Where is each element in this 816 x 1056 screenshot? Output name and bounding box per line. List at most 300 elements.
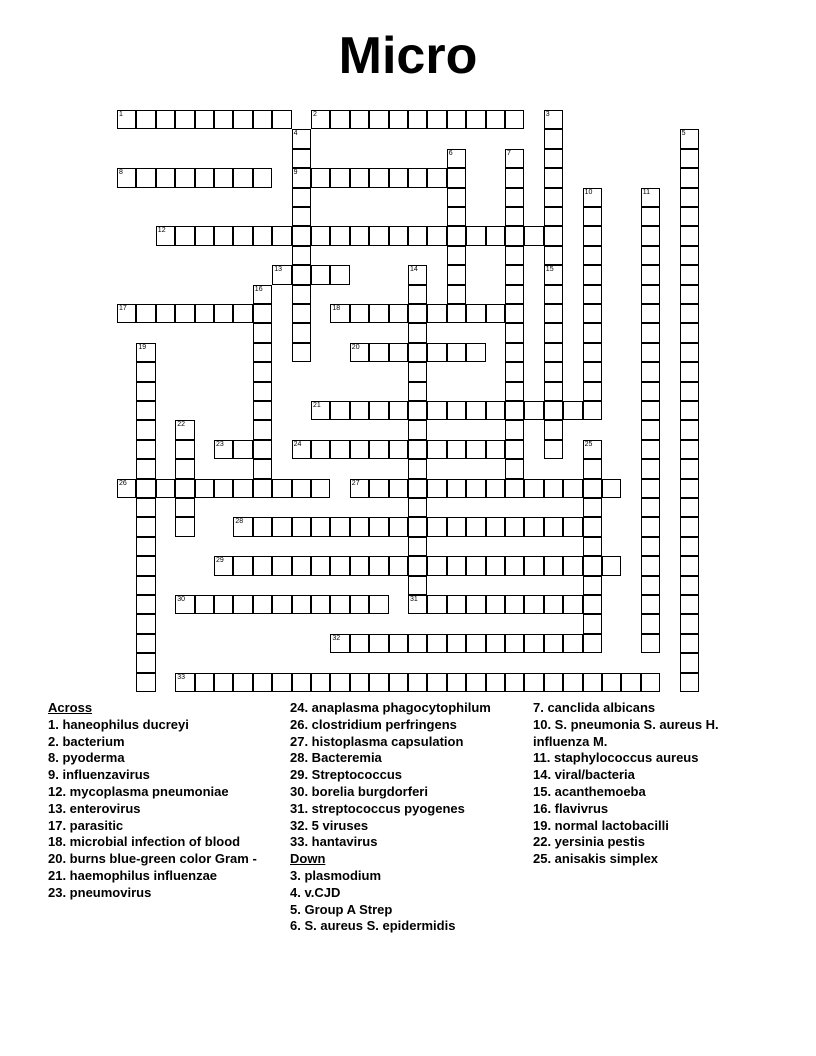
grid-cell[interactable]: [136, 401, 155, 420]
grid-cell[interactable]: [389, 517, 408, 536]
grid-cell[interactable]: [544, 168, 563, 187]
grid-cell[interactable]: [641, 537, 660, 556]
grid-cell[interactable]: [214, 304, 233, 323]
grid-cell[interactable]: [117, 168, 136, 187]
grid-cell[interactable]: [427, 595, 446, 614]
grid-cell[interactable]: [680, 304, 699, 323]
grid-cell[interactable]: [369, 479, 388, 498]
grid-cell[interactable]: [583, 343, 602, 362]
grid-cell[interactable]: [505, 673, 524, 692]
grid-cell[interactable]: [641, 382, 660, 401]
grid-cell[interactable]: [621, 673, 640, 692]
grid-cell[interactable]: [524, 556, 543, 575]
grid-cell[interactable]: [641, 188, 660, 207]
grid-cell[interactable]: [214, 168, 233, 187]
grid-cell[interactable]: [408, 498, 427, 517]
grid-cell[interactable]: [292, 265, 311, 284]
grid-cell[interactable]: [272, 110, 291, 129]
grid-cell[interactable]: [136, 420, 155, 439]
grid-cell[interactable]: [311, 595, 330, 614]
grid-cell[interactable]: [427, 226, 446, 245]
grid-cell[interactable]: [583, 226, 602, 245]
grid-cell[interactable]: [175, 673, 194, 692]
grid-cell[interactable]: [175, 420, 194, 439]
grid-cell[interactable]: [641, 285, 660, 304]
grid-cell[interactable]: [505, 556, 524, 575]
grid-cell[interactable]: [563, 673, 582, 692]
grid-cell[interactable]: [408, 420, 427, 439]
grid-cell[interactable]: [292, 323, 311, 342]
grid-cell[interactable]: [350, 634, 369, 653]
grid-cell[interactable]: [505, 110, 524, 129]
grid-cell[interactable]: [680, 614, 699, 633]
grid-cell[interactable]: [389, 401, 408, 420]
grid-cell[interactable]: [408, 517, 427, 536]
grid-cell[interactable]: [524, 401, 543, 420]
grid-cell[interactable]: [292, 517, 311, 536]
grid-cell[interactable]: [233, 168, 252, 187]
grid-cell[interactable]: [311, 556, 330, 575]
grid-cell[interactable]: [117, 110, 136, 129]
grid-cell[interactable]: [544, 517, 563, 536]
grid-cell[interactable]: [292, 673, 311, 692]
grid-cell[interactable]: [680, 537, 699, 556]
grid-cell[interactable]: [447, 188, 466, 207]
grid-cell[interactable]: [641, 323, 660, 342]
grid-cell[interactable]: [680, 343, 699, 362]
grid-cell[interactable]: [233, 595, 252, 614]
grid-cell[interactable]: [311, 479, 330, 498]
grid-cell[interactable]: [175, 168, 194, 187]
grid-cell[interactable]: [311, 110, 330, 129]
grid-cell[interactable]: [466, 343, 485, 362]
grid-cell[interactable]: [389, 673, 408, 692]
grid-cell[interactable]: [253, 110, 272, 129]
grid-cell[interactable]: [680, 226, 699, 245]
grid-cell[interactable]: [175, 517, 194, 536]
grid-cell[interactable]: [583, 479, 602, 498]
grid-cell[interactable]: [195, 479, 214, 498]
grid-cell[interactable]: [641, 401, 660, 420]
grid-cell[interactable]: [680, 188, 699, 207]
grid-cell[interactable]: [486, 479, 505, 498]
grid-cell[interactable]: [136, 614, 155, 633]
grid-cell[interactable]: [680, 420, 699, 439]
grid-cell[interactable]: [369, 168, 388, 187]
grid-cell[interactable]: [408, 285, 427, 304]
grid-cell[interactable]: [524, 595, 543, 614]
grid-cell[interactable]: [330, 556, 349, 575]
grid-cell[interactable]: [272, 517, 291, 536]
grid-cell[interactable]: [486, 517, 505, 536]
grid-cell[interactable]: [583, 440, 602, 459]
grid-cell[interactable]: [233, 110, 252, 129]
grid-cell[interactable]: [292, 304, 311, 323]
grid-cell[interactable]: [253, 304, 272, 323]
grid-cell[interactable]: [117, 304, 136, 323]
grid-cell[interactable]: [253, 479, 272, 498]
grid-cell[interactable]: [175, 304, 194, 323]
grid-cell[interactable]: [641, 595, 660, 614]
grid-cell[interactable]: [641, 634, 660, 653]
grid-cell[interactable]: [136, 498, 155, 517]
grid-cell[interactable]: [350, 556, 369, 575]
grid-cell[interactable]: [408, 323, 427, 342]
grid-cell[interactable]: [369, 226, 388, 245]
grid-cell[interactable]: [680, 246, 699, 265]
grid-cell[interactable]: [369, 343, 388, 362]
grid-cell[interactable]: [408, 634, 427, 653]
grid-cell[interactable]: [641, 556, 660, 575]
grid-cell[interactable]: [466, 634, 485, 653]
grid-cell[interactable]: [680, 479, 699, 498]
grid-cell[interactable]: [330, 110, 349, 129]
grid-cell[interactable]: [466, 110, 485, 129]
grid-cell[interactable]: [680, 498, 699, 517]
grid-cell[interactable]: [272, 556, 291, 575]
grid-cell[interactable]: [680, 207, 699, 226]
grid-cell[interactable]: [311, 440, 330, 459]
grid-cell[interactable]: [427, 401, 446, 420]
grid-cell[interactable]: [583, 323, 602, 342]
grid-cell[interactable]: [427, 517, 446, 536]
grid-cell[interactable]: [253, 323, 272, 342]
grid-cell[interactable]: [447, 440, 466, 459]
grid-cell[interactable]: [505, 479, 524, 498]
grid-cell[interactable]: [680, 382, 699, 401]
grid-cell[interactable]: [505, 382, 524, 401]
grid-cell[interactable]: [641, 576, 660, 595]
grid-cell[interactable]: [544, 634, 563, 653]
grid-cell[interactable]: [350, 479, 369, 498]
grid-cell[interactable]: [583, 304, 602, 323]
grid-cell[interactable]: [524, 517, 543, 536]
grid-cell[interactable]: [136, 479, 155, 498]
grid-cell[interactable]: [680, 634, 699, 653]
grid-cell[interactable]: [583, 634, 602, 653]
grid-cell[interactable]: [486, 595, 505, 614]
grid-cell[interactable]: [408, 459, 427, 478]
grid-cell[interactable]: [544, 129, 563, 148]
grid-cell[interactable]: [544, 479, 563, 498]
grid-cell[interactable]: [544, 673, 563, 692]
grid-cell[interactable]: [350, 110, 369, 129]
grid-cell[interactable]: [389, 110, 408, 129]
grid-cell[interactable]: [272, 265, 291, 284]
grid-cell[interactable]: [156, 226, 175, 245]
grid-cell[interactable]: [544, 265, 563, 284]
grid-cell[interactable]: [505, 343, 524, 362]
grid-cell[interactable]: [641, 265, 660, 284]
grid-cell[interactable]: [330, 265, 349, 284]
grid-cell[interactable]: [369, 110, 388, 129]
grid-cell[interactable]: [136, 673, 155, 692]
grid-cell[interactable]: [292, 479, 311, 498]
grid-cell[interactable]: [408, 343, 427, 362]
grid-cell[interactable]: [447, 110, 466, 129]
grid-cell[interactable]: [583, 285, 602, 304]
grid-cell[interactable]: [175, 498, 194, 517]
grid-cell[interactable]: [680, 459, 699, 478]
grid-cell[interactable]: [602, 479, 621, 498]
grid-cell[interactable]: [524, 673, 543, 692]
grid-cell[interactable]: [350, 595, 369, 614]
grid-cell[interactable]: [563, 401, 582, 420]
grid-cell[interactable]: [253, 517, 272, 536]
grid-cell[interactable]: [214, 595, 233, 614]
grid-cell[interactable]: [466, 304, 485, 323]
grid-cell[interactable]: [136, 634, 155, 653]
grid-cell[interactable]: [680, 440, 699, 459]
grid-cell[interactable]: [641, 226, 660, 245]
grid-cell[interactable]: [253, 440, 272, 459]
grid-cell[interactable]: [447, 401, 466, 420]
grid-cell[interactable]: [253, 226, 272, 245]
grid-cell[interactable]: [272, 673, 291, 692]
grid-cell[interactable]: [214, 110, 233, 129]
grid-cell[interactable]: [350, 673, 369, 692]
grid-cell[interactable]: [330, 226, 349, 245]
grid-cell[interactable]: [563, 517, 582, 536]
grid-cell[interactable]: [117, 479, 136, 498]
grid-cell[interactable]: [195, 304, 214, 323]
grid-cell[interactable]: [427, 110, 446, 129]
grid-cell[interactable]: [680, 556, 699, 575]
grid-cell[interactable]: [214, 226, 233, 245]
grid-cell[interactable]: [389, 634, 408, 653]
grid-cell[interactable]: [544, 110, 563, 129]
grid-cell[interactable]: [195, 673, 214, 692]
grid-cell[interactable]: [427, 304, 446, 323]
grid-cell[interactable]: [408, 576, 427, 595]
grid-cell[interactable]: [253, 362, 272, 381]
grid-cell[interactable]: [195, 168, 214, 187]
grid-cell[interactable]: [311, 168, 330, 187]
grid-cell[interactable]: [253, 459, 272, 478]
grid-cell[interactable]: [136, 343, 155, 362]
grid-cell[interactable]: [350, 304, 369, 323]
grid-cell[interactable]: [233, 440, 252, 459]
grid-cell[interactable]: [544, 304, 563, 323]
grid-cell[interactable]: [466, 226, 485, 245]
grid-cell[interactable]: [292, 226, 311, 245]
grid-cell[interactable]: [680, 362, 699, 381]
grid-cell[interactable]: [544, 226, 563, 245]
grid-cell[interactable]: [253, 382, 272, 401]
grid-cell[interactable]: [311, 265, 330, 284]
grid-cell[interactable]: [427, 168, 446, 187]
grid-cell[interactable]: [350, 168, 369, 187]
grid-cell[interactable]: [408, 168, 427, 187]
grid-cell[interactable]: [369, 556, 388, 575]
grid-cell[interactable]: [369, 440, 388, 459]
grid-cell[interactable]: [486, 304, 505, 323]
grid-cell[interactable]: [136, 576, 155, 595]
grid-cell[interactable]: [641, 246, 660, 265]
grid-cell[interactable]: [447, 343, 466, 362]
grid-cell[interactable]: [583, 498, 602, 517]
grid-cell[interactable]: [641, 343, 660, 362]
grid-cell[interactable]: [680, 653, 699, 672]
grid-cell[interactable]: [330, 673, 349, 692]
grid-cell[interactable]: [447, 246, 466, 265]
grid-cell[interactable]: [524, 479, 543, 498]
grid-cell[interactable]: [330, 517, 349, 536]
grid-cell[interactable]: [447, 673, 466, 692]
grid-cell[interactable]: [680, 129, 699, 148]
grid-cell[interactable]: [427, 634, 446, 653]
grid-cell[interactable]: [195, 595, 214, 614]
grid-cell[interactable]: [447, 207, 466, 226]
grid-cell[interactable]: [544, 207, 563, 226]
grid-cell[interactable]: [233, 517, 252, 536]
grid-cell[interactable]: [408, 440, 427, 459]
grid-cell[interactable]: [447, 556, 466, 575]
grid-cell[interactable]: [466, 401, 485, 420]
grid-cell[interactable]: [427, 673, 446, 692]
grid-cell[interactable]: [292, 188, 311, 207]
grid-cell[interactable]: [563, 634, 582, 653]
grid-cell[interactable]: [680, 149, 699, 168]
grid-cell[interactable]: [214, 440, 233, 459]
grid-cell[interactable]: [156, 110, 175, 129]
grid-cell[interactable]: [524, 634, 543, 653]
grid-cell[interactable]: [447, 265, 466, 284]
grid-cell[interactable]: [524, 226, 543, 245]
grid-cell[interactable]: [505, 285, 524, 304]
grid-cell[interactable]: [641, 440, 660, 459]
grid-cell[interactable]: [350, 401, 369, 420]
grid-cell[interactable]: [583, 401, 602, 420]
grid-cell[interactable]: [408, 479, 427, 498]
grid-cell[interactable]: [544, 595, 563, 614]
grid-cell[interactable]: [486, 634, 505, 653]
grid-cell[interactable]: [136, 517, 155, 536]
grid-cell[interactable]: [292, 149, 311, 168]
grid-cell[interactable]: [641, 420, 660, 439]
grid-cell[interactable]: [505, 440, 524, 459]
grid-cell[interactable]: [583, 517, 602, 536]
grid-cell[interactable]: [583, 265, 602, 284]
grid-cell[interactable]: [505, 207, 524, 226]
grid-cell[interactable]: [544, 420, 563, 439]
grid-cell[interactable]: [136, 595, 155, 614]
grid-cell[interactable]: [563, 479, 582, 498]
grid-cell[interactable]: [505, 168, 524, 187]
grid-cell[interactable]: [680, 323, 699, 342]
grid-cell[interactable]: [680, 595, 699, 614]
grid-cell[interactable]: [175, 226, 194, 245]
grid-cell[interactable]: [544, 401, 563, 420]
grid-cell[interactable]: [233, 304, 252, 323]
grid-cell[interactable]: [602, 556, 621, 575]
grid-cell[interactable]: [408, 537, 427, 556]
grid-cell[interactable]: [408, 110, 427, 129]
grid-cell[interactable]: [253, 595, 272, 614]
grid-cell[interactable]: [389, 556, 408, 575]
grid-cell[interactable]: [292, 595, 311, 614]
grid-cell[interactable]: [447, 149, 466, 168]
grid-cell[interactable]: [641, 362, 660, 381]
grid-cell[interactable]: [272, 226, 291, 245]
grid-cell[interactable]: [389, 479, 408, 498]
grid-cell[interactable]: [641, 207, 660, 226]
grid-cell[interactable]: [641, 479, 660, 498]
grid-cell[interactable]: [505, 265, 524, 284]
grid-cell[interactable]: [156, 479, 175, 498]
grid-cell[interactable]: [136, 362, 155, 381]
grid-cell[interactable]: [447, 226, 466, 245]
grid-cell[interactable]: [602, 673, 621, 692]
grid-cell[interactable]: [505, 420, 524, 439]
grid-cell[interactable]: [466, 556, 485, 575]
grid-cell[interactable]: [292, 246, 311, 265]
grid-cell[interactable]: [505, 323, 524, 342]
grid-cell[interactable]: [583, 382, 602, 401]
grid-cell[interactable]: [427, 343, 446, 362]
grid-cell[interactable]: [330, 440, 349, 459]
grid-cell[interactable]: [369, 595, 388, 614]
grid-cell[interactable]: [175, 440, 194, 459]
grid-cell[interactable]: [214, 479, 233, 498]
grid-cell[interactable]: [214, 556, 233, 575]
grid-cell[interactable]: [330, 304, 349, 323]
grid-cell[interactable]: [136, 382, 155, 401]
grid-cell[interactable]: [447, 595, 466, 614]
grid-cell[interactable]: [505, 226, 524, 245]
grid-cell[interactable]: [466, 517, 485, 536]
grid-cell[interactable]: [563, 595, 582, 614]
grid-cell[interactable]: [641, 614, 660, 633]
grid-cell[interactable]: [389, 440, 408, 459]
grid-cell[interactable]: [330, 595, 349, 614]
grid-cell[interactable]: [680, 673, 699, 692]
grid-cell[interactable]: [447, 634, 466, 653]
grid-cell[interactable]: [505, 362, 524, 381]
grid-cell[interactable]: [292, 129, 311, 148]
grid-cell[interactable]: [544, 440, 563, 459]
grid-cell[interactable]: [408, 265, 427, 284]
grid-cell[interactable]: [427, 440, 446, 459]
grid-cell[interactable]: [136, 304, 155, 323]
grid-cell[interactable]: [389, 226, 408, 245]
grid-cell[interactable]: [486, 401, 505, 420]
grid-cell[interactable]: [195, 110, 214, 129]
grid-cell[interactable]: [408, 226, 427, 245]
grid-cell[interactable]: [253, 285, 272, 304]
grid-cell[interactable]: [136, 537, 155, 556]
grid-cell[interactable]: [680, 517, 699, 536]
grid-cell[interactable]: [311, 517, 330, 536]
grid-cell[interactable]: [486, 673, 505, 692]
grid-cell[interactable]: [680, 285, 699, 304]
grid-cell[interactable]: [505, 188, 524, 207]
grid-cell[interactable]: [330, 168, 349, 187]
grid-cell[interactable]: [136, 556, 155, 575]
grid-cell[interactable]: [136, 653, 155, 672]
grid-cell[interactable]: [350, 517, 369, 536]
grid-cell[interactable]: [544, 343, 563, 362]
grid-cell[interactable]: [389, 168, 408, 187]
grid-cell[interactable]: [369, 401, 388, 420]
grid-cell[interactable]: [175, 479, 194, 498]
grid-cell[interactable]: [583, 673, 602, 692]
grid-cell[interactable]: [408, 304, 427, 323]
grid-cell[interactable]: [583, 595, 602, 614]
grid-cell[interactable]: [408, 595, 427, 614]
grid-cell[interactable]: [350, 226, 369, 245]
grid-cell[interactable]: [389, 343, 408, 362]
